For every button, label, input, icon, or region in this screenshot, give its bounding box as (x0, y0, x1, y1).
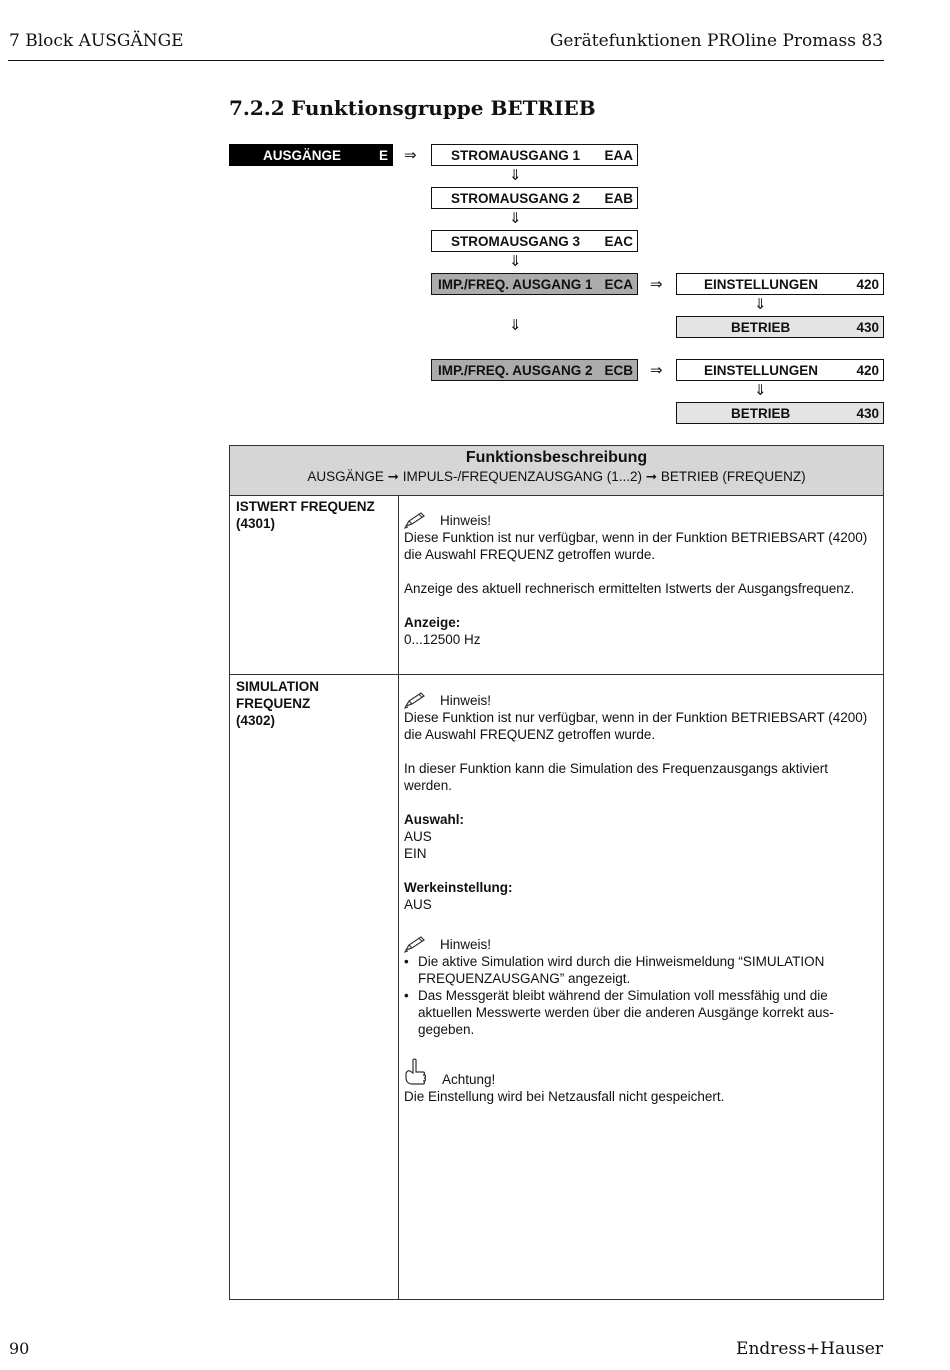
note-heading: Hinweis! (404, 511, 874, 529)
box-code: EAB (604, 191, 633, 206)
sub-box-einstellungen-2 (676, 359, 884, 381)
box-label: IMP./FREQ. AUSGANG 1 (438, 277, 593, 292)
note-heading: Hinweis! (404, 691, 874, 709)
column-divider (398, 495, 399, 1300)
header-divider (8, 60, 884, 61)
arrow-down-icon: ⇓ (754, 382, 767, 399)
box-code: 420 (856, 277, 879, 292)
pencil-note-icon (404, 511, 428, 529)
box-label: BETRIEB (731, 406, 791, 421)
arrow-down-icon: ⇓ (754, 296, 767, 313)
function-name-4301: ISTWERT FREQUENZ (4301) (236, 499, 375, 531)
arrow-right-icon: ⇒ (404, 147, 417, 164)
arrow-down-icon: ⇓ (509, 210, 522, 227)
function-description-4301: Hinweis! Diese Funktion ist nur verfügbar, wenn in der Funktion BETRIEBSART (4200) die Auswahl FREQUENZ getroffen wurde. Anzeige des aktuell rechnerisch ermittelten Istwerts der Ausgangsfrequenz. Anzeige: 0...12500 Hz (404, 511, 874, 648)
path-arrow-icon: ➞ (645, 469, 658, 484)
arrow-down-icon: ⇓ (509, 317, 522, 334)
section-title (229, 96, 596, 120)
box-label: AUSGÄNGE (263, 148, 342, 163)
pointing-hand-caution-icon (404, 1058, 430, 1088)
arrow-down-icon: ⇓ (509, 253, 522, 270)
function-description-table (229, 445, 884, 1300)
pencil-note-icon (404, 691, 428, 709)
box-code: EAC (604, 234, 633, 249)
box-code: 420 (856, 363, 879, 378)
table-header (230, 446, 883, 496)
path-part: BETRIEB (FREQUENZ) (660, 469, 806, 484)
section-number: 7.2.2 (229, 96, 285, 120)
block-root-box (229, 144, 393, 166)
function-name-4302: SIMULATION FREQUENZ (4302) (236, 679, 319, 728)
box-label: BETRIEB (731, 320, 791, 335)
box-label: IMP./FREQ. AUSGANG 2 (438, 363, 593, 378)
box-code: ECA (604, 277, 633, 292)
path-arrow-icon: ➞ (387, 469, 399, 484)
chapter-header: 7 Block AUSGÄNGE (9, 31, 184, 51)
group-box-eab (431, 187, 638, 209)
pencil-note-icon (404, 935, 428, 953)
row-divider (230, 674, 883, 675)
group-box-ecb (431, 359, 638, 381)
sub-box-betrieb-2 (676, 402, 884, 424)
box-label: EINSTELLUNGEN (704, 277, 819, 292)
caution-heading: Achtung! (404, 1058, 874, 1088)
box-label: STROMAUSGANG 1 (451, 148, 581, 163)
box-code: 430 (856, 406, 879, 421)
path-part: AUSGÄNGE (307, 469, 384, 484)
function-description-4302: Hinweis! Diese Funktion ist nur verfügbar, wenn in der Funktion BETRIEBSART (4200) die Auswahl FREQUENZ getroffen wurde. In dieser Funktion kann die Simulation des Frequenzausgangs aktiviert werden. Auswahl: AUS EIN Werkeinstellung: AUS Hinweis! • Die aktive Simulation wird durch die Hinweismeldung “SIMULATION FREQUENZAUSGANG” angezeigt. • Das Messgerät bleibt während der Simulation voll messfähig und die aktuellen Messwerte werden über die anderen Ausgänge korrekt aus- gegeben. Achtung! Die Einstellung wird bei Netzausfall nicht gespeichert. (404, 691, 874, 1105)
path-part: IMPULS-/FREQUENZAUSGANG (1...2) (402, 469, 643, 484)
arrow-down-icon: ⇓ (509, 167, 522, 184)
box-label: STROMAUSGANG 2 (451, 191, 581, 206)
sub-box-einstellungen-1 (676, 273, 884, 295)
menu-path (230, 469, 883, 485)
document-title: Gerätefunktionen PROline Promass 83 (549, 31, 883, 51)
group-box-eaa (431, 144, 638, 166)
table-title: Funktionsbeschreibung (465, 449, 648, 466)
group-box-eca (431, 273, 638, 295)
box-code: ECB (604, 363, 633, 378)
box-label: STROMAUSGANG 3 (451, 234, 581, 249)
arrow-right-icon: ⇒ (650, 276, 663, 293)
box-code: 430 (856, 320, 879, 335)
section-heading: Funktionsgruppe BETRIEB (291, 96, 596, 120)
page-number: 90 (9, 1339, 30, 1358)
note-heading: Hinweis! (404, 935, 874, 953)
sub-box-betrieb-1 (676, 316, 884, 338)
arrow-right-icon: ⇒ (650, 362, 663, 379)
box-code: EAA (604, 148, 633, 163)
group-box-eac (431, 230, 638, 252)
box-label: EINSTELLUNGEN (704, 363, 819, 378)
list-item: • Das Messgerät bleibt während der Simulation voll messfähig und die aktuellen Messwerte werden über die anderen Ausgänge korrekt aus- gegeben. (404, 988, 834, 1037)
list-item: • Die aktive Simulation wird durch die Hinweismeldung “SIMULATION FREQUENZAUSGANG” angezeigt. (404, 954, 825, 986)
box-code: E (378, 148, 388, 163)
brand-logo-text: Endress+Hauser (736, 1339, 883, 1359)
